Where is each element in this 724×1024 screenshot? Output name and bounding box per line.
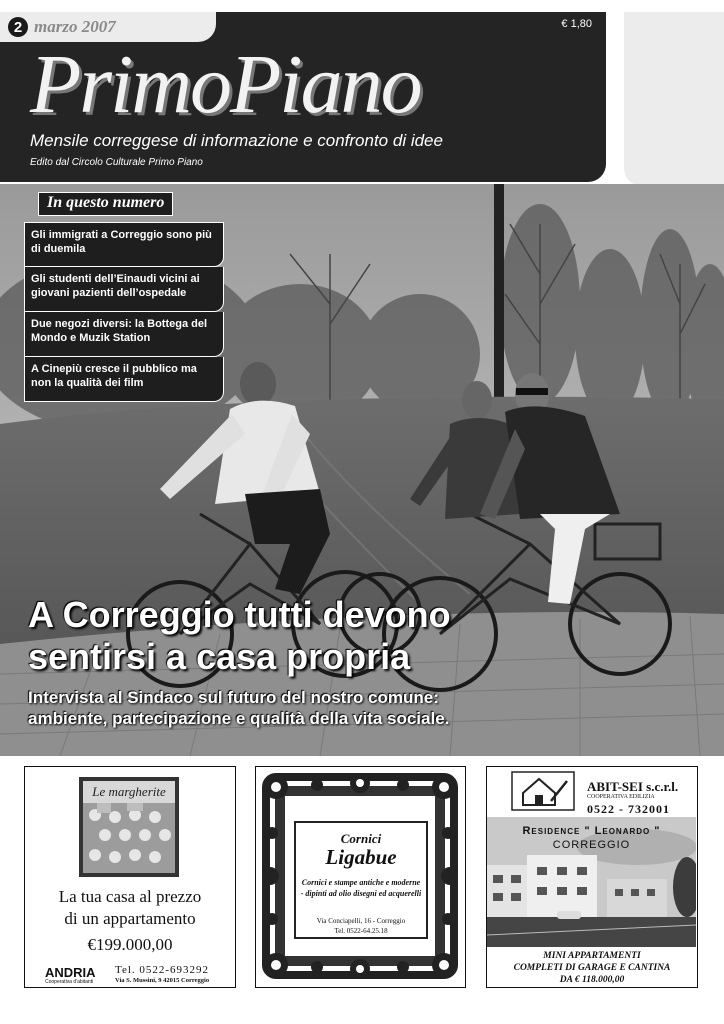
ad-abit-sei[interactable] [486,766,698,988]
ligabue-name: Ligabue [325,845,397,869]
ad-le-margherite[interactable] [24,766,236,988]
residence-name: Residence " Leonardo " [522,825,661,837]
subheadline-line-2: ambiente, partecipazione e qualità della vita sociale. [28,709,450,728]
abitsei-coop: COOPERATIVA EDILIZIA [587,794,655,800]
publisher: Edito dal Circolo Culturale Primo Piano [30,157,203,168]
masthead [0,12,606,182]
headline-line-2: sentirsi a casa propria [28,636,411,677]
abitsei-name: ABIT-SEI s.c.r.l. [587,779,679,794]
flower-pattern-icon [83,803,175,873]
abitsei-line-1: MINI APPARTAMENTI [543,951,641,961]
contents-title: In questo numero [38,192,173,216]
ligabue-tel: Tel. 0522-64.25.18 [334,927,388,935]
margherite-logo [79,777,179,877]
abitsei-line-3: DA € 118.000,00 [559,975,625,985]
margherite-logo-name: Le margherite [83,781,175,803]
corner-panel [624,12,724,186]
contents-item-immigrati[interactable]: Gli immigrati a Correggio sono più di duemila [24,222,224,267]
headline-line-1: A Correggio tutti devono [28,594,451,635]
contents-item-cinepiu[interactable]: A Cinepiù cresce il pubblico ma non la qualità dei film [24,357,224,402]
margherite-price: €199.000,00 [87,935,173,954]
cover-price: € 1,80 [561,18,592,30]
andria-subtitle: Cooperativa d'abitanti [45,979,94,985]
ligabue-cornici: Cornici [340,831,382,846]
ligabue-address: Via Conciapelli, 16 - Correggio [316,917,406,925]
ligabue-description: Cornici e stampe antiche e moderne - dipinti ad olio disegni ed acquerelli [300,878,422,898]
magazine-logo: PrimoPiano [30,38,421,131]
residence-town: CORREGGIO [552,839,631,851]
margherite-line-2: di un appartamento [64,909,196,928]
margherite-tel: Tel. 0522-693292 [115,964,210,976]
house-logo-icon [511,771,575,811]
contents-item-studenti[interactable]: Gli studenti dell’Einaudi vicini ai giovani pazienti dell’ospedale [24,267,224,312]
abitsei-tel: 0522 - 732001 [587,802,670,816]
margherite-address: Via S. Mussini, 9 42015 Correggio [115,977,210,984]
margherite-line-1: La tua casa al prezzo [58,887,202,906]
frame-panel [294,821,428,939]
contents-item-negozi[interactable]: Due negozi diversi: la Bottega del Mondo e Muzik Station [24,312,224,357]
tagline: Mensile correggese di informazione e confronto di idee [30,131,443,150]
subheadline-line-1: Intervista al Sindaco sul futuro del nostro comune: [28,688,439,707]
issue-date: marzo 2007 [34,17,116,36]
contents-list [24,222,224,402]
residence-photo [487,817,696,947]
issue-number: 2 [8,17,28,37]
abitsei-line-2: COMPLETI DI GARAGE E CANTINA [513,963,671,973]
cover-headline [28,594,451,678]
cover-subheadline [28,687,449,729]
andria-brand: ANDRIA [45,965,96,980]
ad-cornici-ligabue[interactable] [255,766,466,988]
